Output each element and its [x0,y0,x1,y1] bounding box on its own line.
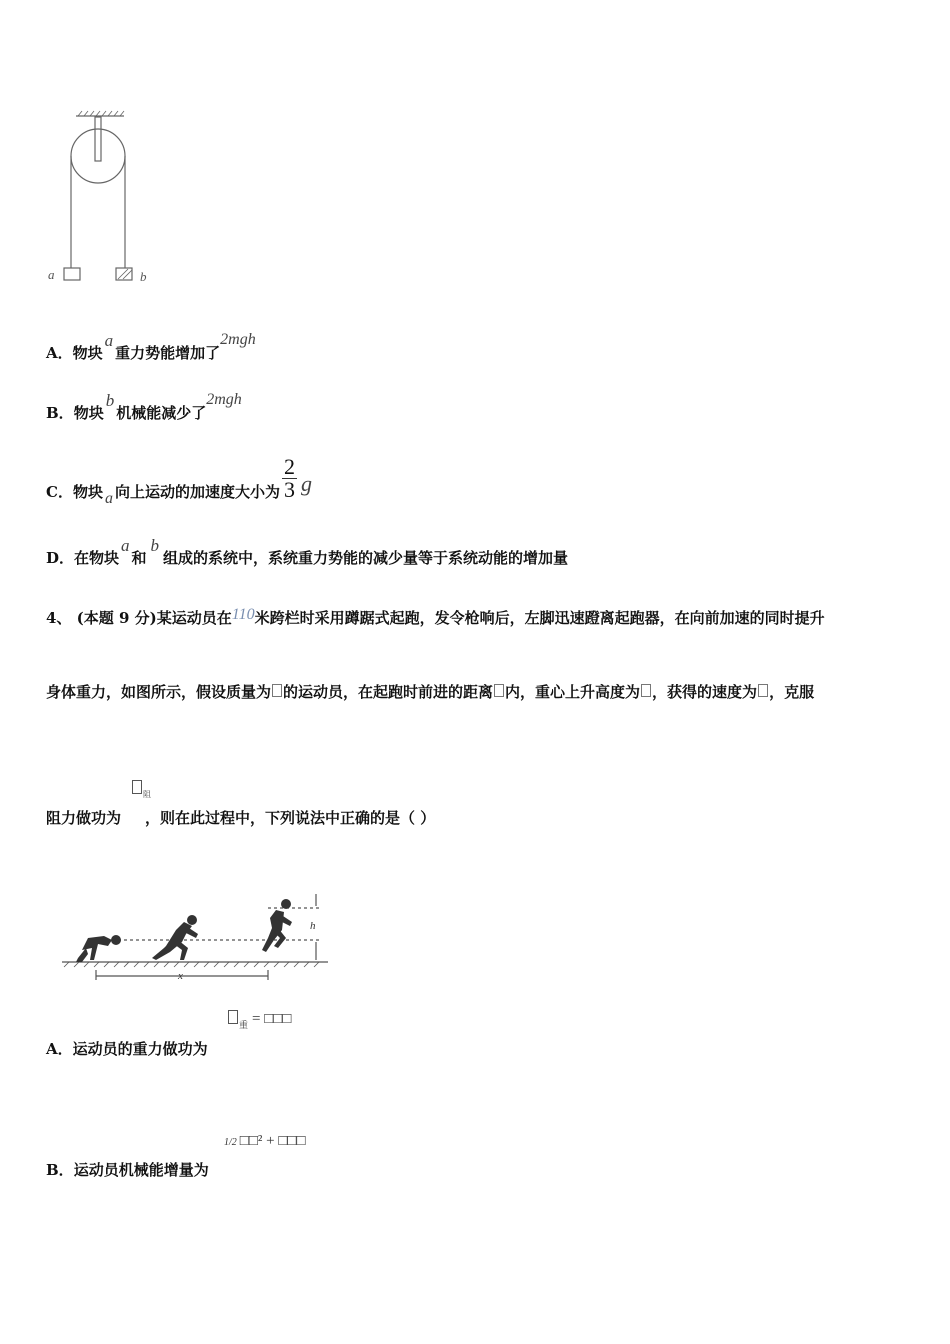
question-text: 身体重力，如图所示，假设质量为 [46,683,272,701]
option-text: 机械能减少了 [116,404,207,422]
option-text: 运动员的重力做功为 [72,1040,208,1058]
option-3c[interactable] [46,454,312,507]
formula-4b [224,1133,306,1150]
block-b-hatch [118,269,132,279]
option-3b[interactable] [46,391,242,423]
option-text: 物块 [72,483,103,501]
formula-box [228,1010,238,1024]
question-text: ，则在此过程中，下列说法中正确的是（ ） [145,809,436,827]
pulley-wheel [71,129,125,183]
block-a [64,268,80,280]
placeholder-box-x [494,684,504,697]
question-text: ，克服 [769,683,815,701]
option-text: 和 [131,549,147,567]
question-text: 4、 (本题 9 分)某运动员在 [46,609,232,627]
formula-4a [227,1010,291,1028]
option-text: 在物块 [74,549,120,567]
work-sub: 阻 [143,790,151,799]
option-label: A． [46,344,73,362]
work-box [132,780,142,794]
label-b: b [140,269,147,284]
question-text: ，获得的速度为 [652,683,758,701]
question-text: 内，重心上升高度为 [505,683,641,701]
option-text: 组成的系统中，系统重力势能的减少量等于系统动能的增加量 [163,549,569,567]
label-h: h [310,920,316,932]
ceiling-hatch [78,111,124,116]
formula-eq: = □□□ [252,1011,292,1027]
option-label: A． [46,1040,73,1058]
pulley-diagram [44,108,174,290]
label-a: a [48,267,55,282]
option-4b[interactable] [46,1159,209,1180]
question-text: 的运动员，在起跑时前进的距离 [283,683,494,701]
var-a: a [121,536,130,555]
fraction-numerator: 2 [283,454,295,479]
option-text: 物块 [72,344,103,362]
fraction-2-3 [282,456,297,501]
question-text: 阻力做功为 [46,809,122,827]
option-text: 向上运动的加速度大小为 [114,483,280,501]
expr-2mgh: 2mgh [206,391,242,408]
num-110: 110 [231,606,255,623]
option-4a[interactable] [46,1038,208,1059]
expr-2mgh: 2mgh [220,331,256,348]
question-4-line-3 [46,807,435,828]
var-a: a [104,490,113,507]
var-b: b [150,536,160,555]
var-a: a [104,331,114,350]
question-text: 米跨栏时采用蹲踞式起跑，发令枪响后，左脚迅速蹬离起跑器，在向前加速的同时提升 [254,609,825,627]
formula-rest: □□² + □□□ [239,1133,306,1149]
question-4-line-1 [46,607,825,628]
ground-hatch [64,962,319,967]
option-label: D． [46,549,75,567]
pulley-rod [95,117,101,161]
sprinter-mid [152,915,198,960]
option-3d[interactable] [46,536,569,568]
placeholder-box-h [641,684,651,697]
sprinter-upright [262,899,292,952]
fraction-denominator: 3 [283,477,295,502]
work-symbol [131,780,151,798]
placeholder-box-v [758,684,768,697]
question-4-line-2 [46,681,814,702]
option-text: 物块 [73,404,104,422]
sprinter-crouch [76,935,121,962]
label-x: x [178,970,183,982]
sprinter-diagram [58,890,332,982]
var-g: g [300,471,312,496]
var-b: b [105,391,115,410]
sprinter-figures [76,899,292,962]
option-3a[interactable] [46,331,256,363]
option-label: B． [46,404,74,422]
option-text: 运动员机械能增量为 [73,1161,209,1179]
option-label: B． [46,1161,74,1179]
formula-fraction: 1/2 [224,1137,237,1148]
option-label: C． [46,483,73,501]
option-text: 重力势能增加了 [115,344,221,362]
formula-sub: 重 [239,1020,249,1030]
placeholder-box-m [272,684,282,697]
